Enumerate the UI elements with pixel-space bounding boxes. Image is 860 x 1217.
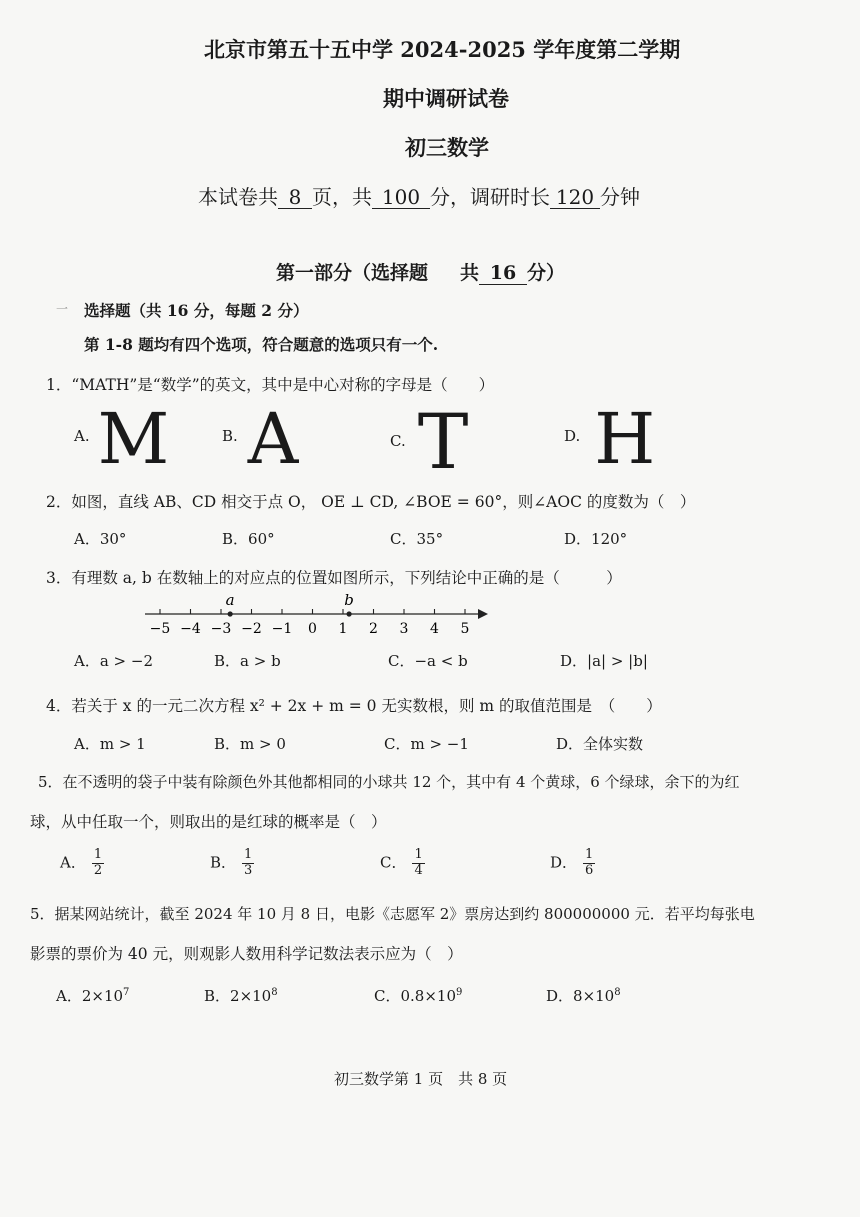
q3-option-c[interactable]: C．−a < b bbox=[388, 652, 468, 670]
part1-gong: 共 bbox=[460, 262, 480, 284]
q5-option-b-fraction bbox=[242, 848, 254, 879]
q6-option-c-base: 0.8×10 bbox=[400, 987, 456, 1005]
q5-b-den: 3 bbox=[244, 862, 253, 878]
number-line-tick-label: 1 bbox=[338, 621, 348, 637]
q6-option-c-label: C． bbox=[374, 987, 401, 1005]
page-footer: 初三数学第 1 页 共 8 页 bbox=[334, 1070, 508, 1088]
number-line-tick-label: 5 bbox=[460, 621, 470, 637]
q1-option-a-label: A. bbox=[74, 427, 90, 445]
number-line-point-b bbox=[347, 611, 352, 616]
q1-option-a[interactable] bbox=[74, 398, 170, 480]
q3-option-a[interactable]: A．a > −2 bbox=[74, 652, 153, 670]
question-5-stem-line1: 5．在不透明的袋子中装有除颜色外其他都相同的小球共 12 个，其中有 4 个黄球，6 个绿球，余下的为红 bbox=[38, 773, 740, 791]
q3-option-d[interactable]: D．|a| > |b| bbox=[560, 652, 648, 670]
q4-option-d[interactable]: D．全体实数 bbox=[556, 735, 644, 753]
question-6-stem-line1: 5．据某网站统计，截至 2024 年 10 月 8 日，电影《志愿军 2》票房达到约 800000000 元．若平均每张电 bbox=[30, 905, 755, 923]
q5-option-a[interactable] bbox=[60, 848, 104, 879]
number-line-tick-label: −5 bbox=[149, 621, 171, 637]
number-line-tick-label: −2 bbox=[241, 621, 262, 637]
q5-option-d-fraction bbox=[583, 848, 595, 879]
section-marker: 一 bbox=[56, 302, 69, 316]
question-2-stem: 2．如图，直线 AB、CD 相交于点 O， OE ⊥ CD, ∠BOE = 60°，则∠AOC 的度数为（ ） bbox=[46, 493, 696, 511]
q5-c-den: 4 bbox=[414, 862, 423, 878]
number-line-point-a bbox=[228, 611, 233, 616]
q2-option-c[interactable]: C．35° bbox=[390, 530, 444, 548]
q6-option-d-label: D． bbox=[546, 987, 574, 1005]
q1-option-a-letter: M bbox=[97, 398, 170, 480]
q4-option-b[interactable]: B．m > 0 bbox=[214, 735, 286, 753]
section-heading: 选择题（共 16 分，每题 2 分） bbox=[84, 301, 309, 320]
q5-c-num: 1 bbox=[414, 847, 423, 862]
q1-option-d-label: D. bbox=[564, 427, 581, 445]
q6-option-c-exp: 9 bbox=[456, 987, 463, 998]
q5-a-den: 2 bbox=[93, 862, 103, 878]
q6-option-a[interactable] bbox=[56, 985, 129, 1006]
section-instruction: 第 1-8 题均有四个选项，符合题意的选项只有一个. bbox=[84, 335, 439, 354]
part1-title-post: 分） bbox=[527, 262, 566, 284]
number-line-tick-label: 4 bbox=[430, 621, 439, 637]
q6-option-d-base: 8×10 bbox=[573, 987, 615, 1005]
total-points: 100 bbox=[372, 186, 430, 209]
page-count: 8 bbox=[278, 186, 312, 209]
q1-option-d[interactable] bbox=[564, 398, 656, 480]
q5-a-num: 1 bbox=[93, 847, 103, 862]
q5-option-a-fraction bbox=[92, 848, 104, 879]
subject-title: 初三数学 bbox=[405, 135, 489, 160]
q2-option-b[interactable]: B．60° bbox=[222, 530, 275, 548]
q6-option-a-exp: 7 bbox=[123, 987, 130, 998]
number-line-point-label-a: a bbox=[225, 591, 235, 609]
q2-option-a[interactable]: A．30° bbox=[74, 530, 127, 548]
question-5-stem-line2: 球，从中任取一个，则取出的是红球的概率是（ ） bbox=[30, 813, 387, 831]
q5-b-num: 1 bbox=[244, 847, 253, 862]
part1-title bbox=[276, 258, 565, 285]
q6-option-d-exp: 8 bbox=[614, 987, 621, 998]
q5-option-d-label: D． bbox=[550, 853, 578, 872]
info-mid2: 分，调研时长 bbox=[430, 185, 550, 209]
q5-option-c[interactable] bbox=[380, 848, 425, 879]
part1-points: 16 bbox=[479, 263, 527, 285]
part1-title-pre: 第一部分（选择题 bbox=[276, 262, 429, 284]
q1-option-b-letter: A bbox=[247, 398, 299, 480]
q6-option-b-exp: 8 bbox=[271, 987, 278, 998]
number-line-tick-label: 0 bbox=[308, 621, 317, 637]
q5-option-d[interactable] bbox=[550, 848, 595, 879]
school-term-title: 北京市第五十五中学 2024-2025 学年度第二学期 bbox=[204, 37, 681, 62]
question-4-stem: 4．若关于 x 的一元二次方程 x² + 2x + m = 0 无实数根，则 m 的取值范围是 （ ） bbox=[46, 697, 662, 715]
exam-name: 期中调研试卷 bbox=[383, 86, 509, 111]
q5-option-b-label: B． bbox=[210, 853, 237, 872]
q2-option-d[interactable]: D．120° bbox=[564, 530, 628, 548]
number-line-arrow bbox=[478, 609, 488, 619]
q6-option-b-base: 2×10 bbox=[230, 987, 272, 1005]
q6-option-c[interactable] bbox=[374, 985, 462, 1006]
q1-option-c-letter: T bbox=[417, 397, 469, 486]
number-line-tick-label: −4 bbox=[180, 621, 201, 637]
q3-option-b[interactable]: B．a > b bbox=[214, 652, 281, 670]
q1-option-d-letter: H bbox=[594, 398, 656, 480]
exam-info bbox=[198, 181, 640, 210]
info-pre: 本试卷共 bbox=[198, 185, 278, 209]
exam-minutes: 120 bbox=[550, 186, 600, 209]
q1-option-b-label: B. bbox=[222, 427, 238, 445]
q1-option-b[interactable] bbox=[222, 398, 299, 480]
number-line-tick-label: 2 bbox=[369, 621, 378, 637]
q6-option-a-label: A． bbox=[56, 987, 82, 1005]
number-line bbox=[140, 588, 500, 642]
q5-option-b[interactable] bbox=[210, 848, 254, 879]
q6-option-b-label: B． bbox=[204, 987, 231, 1005]
number-line-tick-label: −1 bbox=[271, 621, 293, 637]
number-line-tick-label: 3 bbox=[399, 621, 409, 637]
info-post: 分钟 bbox=[600, 185, 640, 209]
q5-option-a-label: A． bbox=[60, 853, 86, 872]
q5-d-num: 1 bbox=[585, 847, 594, 862]
q5-option-c-fraction bbox=[412, 848, 424, 879]
number-line-point-label-b: b bbox=[344, 591, 354, 609]
q4-option-a[interactable]: A．m > 1 bbox=[74, 735, 146, 753]
q6-option-b[interactable] bbox=[204, 985, 278, 1006]
q6-option-d[interactable] bbox=[546, 985, 621, 1006]
q4-option-c[interactable]: C．m > −1 bbox=[384, 735, 469, 753]
q6-option-a-base: 2×10 bbox=[81, 987, 124, 1005]
question-6-stem-line2: 影票的票价为 40 元，则观影人数用科学记数法表示应为（ ） bbox=[30, 945, 463, 963]
q1-option-c[interactable] bbox=[390, 397, 469, 486]
q5-option-c-label: C． bbox=[380, 853, 407, 872]
question-1-stem: 1．“MATH”是“数学”的英文，其中是中心对称的字母是（ ） bbox=[46, 376, 495, 394]
info-mid1: 页，共 bbox=[312, 185, 372, 209]
question-3-stem: 3．有理数 a, b 在数轴上的对应点的位置如图所示，下列结论中正确的是（ ） bbox=[46, 569, 622, 587]
number-line-tick-label: −3 bbox=[210, 621, 232, 637]
q5-d-den: 6 bbox=[585, 862, 594, 878]
q1-option-c-label: C. bbox=[390, 432, 406, 450]
